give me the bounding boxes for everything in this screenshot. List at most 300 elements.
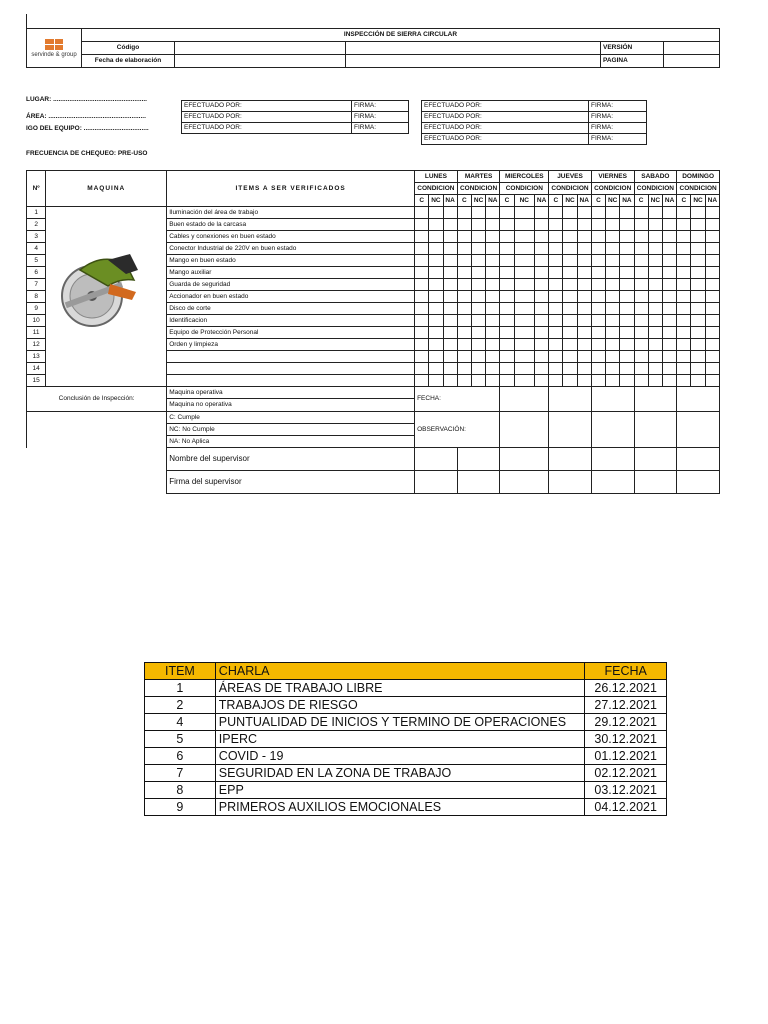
check-cell[interactable] [591,291,605,303]
supervisor-cell[interactable] [677,448,720,471]
supervisor-cell[interactable] [415,448,458,471]
check-cell[interactable] [691,303,705,315]
check-cell[interactable] [606,375,620,387]
check-cell[interactable] [606,303,620,315]
check-cell[interactable] [591,219,605,231]
maquina-operativa-option[interactable]: Maquina operativa [167,387,414,399]
check-cell[interactable] [606,255,620,267]
check-cell[interactable] [563,255,577,267]
check-cell[interactable] [705,219,719,231]
check-cell[interactable] [457,231,471,243]
check-cell[interactable] [577,351,591,363]
check-cell[interactable] [471,207,485,219]
check-cell[interactable] [534,231,548,243]
check-cell[interactable] [691,255,705,267]
check-cell[interactable] [415,339,429,351]
check-cell[interactable] [606,339,620,351]
check-cell[interactable] [606,315,620,327]
check-cell[interactable] [705,327,719,339]
check-cell[interactable] [471,279,485,291]
check-cell[interactable] [471,339,485,351]
check-cell[interactable] [443,279,457,291]
check-cell[interactable] [563,279,577,291]
check-cell[interactable] [429,231,443,243]
check-cell[interactable] [662,255,676,267]
supervisor-cell[interactable] [591,471,634,494]
check-cell[interactable] [620,351,634,363]
check-cell[interactable] [705,339,719,351]
check-cell[interactable] [634,231,648,243]
check-cell[interactable] [606,279,620,291]
check-cell[interactable] [620,219,634,231]
check-cell[interactable] [662,315,676,327]
check-cell[interactable] [591,303,605,315]
check-cell[interactable] [549,231,563,243]
check-cell[interactable] [534,315,548,327]
check-cell[interactable] [677,327,691,339]
check-cell[interactable] [577,363,591,375]
check-cell[interactable] [662,375,676,387]
check-cell[interactable] [691,231,705,243]
check-cell[interactable] [691,243,705,255]
check-cell[interactable] [677,291,691,303]
check-cell[interactable] [577,207,591,219]
check-cell[interactable] [471,315,485,327]
check-cell[interactable] [549,291,563,303]
check-cell[interactable] [563,231,577,243]
check-cell[interactable] [514,279,534,291]
check-cell[interactable] [534,375,548,387]
check-cell[interactable] [500,231,514,243]
codigo-value[interactable] [175,42,346,55]
check-cell[interactable] [591,375,605,387]
check-cell[interactable] [705,255,719,267]
check-cell[interactable] [634,243,648,255]
check-cell[interactable] [415,255,429,267]
check-cell[interactable] [648,303,662,315]
check-cell[interactable] [591,363,605,375]
check-cell[interactable] [591,339,605,351]
check-cell[interactable] [591,207,605,219]
check-cell[interactable] [500,243,514,255]
check-cell[interactable] [486,243,500,255]
check-cell[interactable] [620,207,634,219]
check-cell[interactable] [662,327,676,339]
check-cell[interactable] [486,327,500,339]
check-cell[interactable] [534,351,548,363]
check-cell[interactable] [486,207,500,219]
check-cell[interactable] [563,375,577,387]
check-cell[interactable] [705,315,719,327]
check-cell[interactable] [648,351,662,363]
check-cell[interactable] [534,303,548,315]
supervisor-cell[interactable] [500,448,549,471]
check-cell[interactable] [471,303,485,315]
check-cell[interactable] [577,303,591,315]
observacion-cell[interactable] [549,412,592,448]
check-cell[interactable] [514,291,534,303]
check-cell[interactable] [577,375,591,387]
check-cell[interactable] [705,351,719,363]
check-cell[interactable] [500,255,514,267]
check-cell[interactable] [563,291,577,303]
check-cell[interactable] [662,339,676,351]
check-cell[interactable] [429,315,443,327]
check-cell[interactable] [443,255,457,267]
check-cell[interactable] [549,279,563,291]
check-cell[interactable] [457,339,471,351]
version-value[interactable] [664,42,720,54]
check-cell[interactable] [514,339,534,351]
check-cell[interactable] [677,219,691,231]
check-cell[interactable] [514,327,534,339]
check-cell[interactable] [549,363,563,375]
check-cell[interactable] [648,219,662,231]
check-cell[interactable] [563,207,577,219]
check-cell[interactable] [677,267,691,279]
check-cell[interactable] [591,243,605,255]
check-cell[interactable] [563,339,577,351]
check-cell[interactable] [677,339,691,351]
check-cell[interactable] [563,327,577,339]
check-cell[interactable] [577,267,591,279]
check-cell[interactable] [415,363,429,375]
check-cell[interactable] [471,375,485,387]
fecha-cell[interactable] [677,387,720,412]
check-cell[interactable] [471,363,485,375]
check-cell[interactable] [457,363,471,375]
supervisor-cell[interactable] [415,471,458,494]
check-cell[interactable] [500,207,514,219]
check-cell[interactable] [429,339,443,351]
check-cell[interactable] [634,255,648,267]
check-cell[interactable] [514,267,534,279]
check-cell[interactable] [634,315,648,327]
supervisor-cell[interactable] [677,471,720,494]
check-cell[interactable] [648,327,662,339]
check-cell[interactable] [429,267,443,279]
check-cell[interactable] [415,327,429,339]
check-cell[interactable] [534,207,548,219]
check-cell[interactable] [534,327,548,339]
check-cell[interactable] [486,231,500,243]
check-cell[interactable] [705,375,719,387]
check-cell[interactable] [486,267,500,279]
check-cell[interactable] [577,243,591,255]
check-cell[interactable] [429,255,443,267]
check-cell[interactable] [606,219,620,231]
check-cell[interactable] [443,339,457,351]
check-cell[interactable] [648,375,662,387]
check-cell[interactable] [415,303,429,315]
check-cell[interactable] [534,267,548,279]
supervisor-cell[interactable] [457,448,500,471]
check-cell[interactable] [662,207,676,219]
check-cell[interactable] [620,303,634,315]
check-cell[interactable] [677,243,691,255]
check-cell[interactable] [500,363,514,375]
check-cell[interactable] [514,243,534,255]
check-cell[interactable] [677,375,691,387]
check-cell[interactable] [429,327,443,339]
check-cell[interactable] [534,291,548,303]
check-cell[interactable] [549,207,563,219]
check-cell[interactable] [620,291,634,303]
check-cell[interactable] [677,207,691,219]
check-cell[interactable] [443,243,457,255]
check-cell[interactable] [486,303,500,315]
check-cell[interactable] [514,315,534,327]
check-cell[interactable] [443,207,457,219]
check-cell[interactable] [691,291,705,303]
check-cell[interactable] [606,267,620,279]
check-cell[interactable] [577,339,591,351]
check-cell[interactable] [634,303,648,315]
check-cell[interactable] [648,207,662,219]
check-cell[interactable] [471,291,485,303]
fecha-cell[interactable] [634,387,677,412]
supervisor-cell[interactable] [591,448,634,471]
check-cell[interactable] [500,219,514,231]
check-cell[interactable] [514,303,534,315]
check-cell[interactable] [620,375,634,387]
supervisor-cell[interactable] [634,448,677,471]
check-cell[interactable] [457,315,471,327]
check-cell[interactable] [662,243,676,255]
check-cell[interactable] [648,291,662,303]
codigo-equipo-field[interactable]: IGO DEL EQUIPO: .................................... [26,125,149,132]
fecha-cell[interactable] [591,387,634,412]
check-cell[interactable] [457,267,471,279]
check-cell[interactable] [691,207,705,219]
check-cell[interactable] [415,243,429,255]
check-cell[interactable] [620,267,634,279]
check-cell[interactable] [415,375,429,387]
check-cell[interactable] [591,255,605,267]
check-cell[interactable] [415,351,429,363]
check-cell[interactable] [443,291,457,303]
check-cell[interactable] [677,315,691,327]
check-cell[interactable] [705,303,719,315]
check-cell[interactable] [457,351,471,363]
check-cell[interactable] [549,327,563,339]
check-cell[interactable] [662,291,676,303]
check-cell[interactable] [415,315,429,327]
check-cell[interactable] [457,243,471,255]
check-cell[interactable] [415,279,429,291]
check-cell[interactable] [705,291,719,303]
supervisor-cell[interactable] [549,471,592,494]
check-cell[interactable] [500,339,514,351]
check-cell[interactable] [534,279,548,291]
check-cell[interactable] [662,363,676,375]
check-cell[interactable] [577,315,591,327]
check-cell[interactable] [500,375,514,387]
check-cell[interactable] [691,375,705,387]
check-cell[interactable] [606,363,620,375]
check-cell[interactable] [705,363,719,375]
maquina-no-operativa-option[interactable]: Maquina no operativa [169,400,232,408]
check-cell[interactable] [514,375,534,387]
check-cell[interactable] [691,219,705,231]
check-cell[interactable] [563,219,577,231]
check-cell[interactable] [443,315,457,327]
check-cell[interactable] [591,327,605,339]
check-cell[interactable] [620,243,634,255]
check-cell[interactable] [677,255,691,267]
check-cell[interactable] [634,267,648,279]
fecha-cell[interactable] [549,387,592,412]
lugar-field[interactable]: LUGAR: .................................................... [26,96,147,103]
check-cell[interactable] [514,219,534,231]
check-cell[interactable] [457,255,471,267]
check-cell[interactable] [620,327,634,339]
check-cell[interactable] [662,219,676,231]
check-cell[interactable] [591,279,605,291]
check-cell[interactable] [634,339,648,351]
check-cell[interactable] [549,255,563,267]
check-cell[interactable] [563,363,577,375]
check-cell[interactable] [634,207,648,219]
check-cell[interactable] [577,327,591,339]
check-cell[interactable] [486,375,500,387]
check-cell[interactable] [471,243,485,255]
check-cell[interactable] [648,363,662,375]
check-cell[interactable] [634,327,648,339]
check-cell[interactable] [577,255,591,267]
check-cell[interactable] [677,231,691,243]
check-cell[interactable] [563,351,577,363]
check-cell[interactable] [534,339,548,351]
check-cell[interactable] [662,279,676,291]
check-cell[interactable] [486,315,500,327]
check-cell[interactable] [443,351,457,363]
observacion-cell[interactable] [677,412,720,448]
check-cell[interactable] [471,219,485,231]
check-cell[interactable] [691,267,705,279]
check-cell[interactable] [486,291,500,303]
check-cell[interactable] [443,231,457,243]
check-cell[interactable] [415,267,429,279]
check-cell[interactable] [677,279,691,291]
check-cell[interactable] [486,219,500,231]
check-cell[interactable] [457,375,471,387]
check-cell[interactable] [662,231,676,243]
observacion-cell[interactable] [634,412,677,448]
check-cell[interactable] [577,231,591,243]
check-cell[interactable] [549,375,563,387]
check-cell[interactable] [662,303,676,315]
fecha-elaboracion-value[interactable] [175,55,346,68]
check-cell[interactable] [549,303,563,315]
check-cell[interactable] [500,291,514,303]
check-cell[interactable] [429,351,443,363]
check-cell[interactable] [691,363,705,375]
check-cell[interactable] [705,231,719,243]
check-cell[interactable] [705,243,719,255]
check-cell[interactable] [606,243,620,255]
check-cell[interactable] [648,231,662,243]
check-cell[interactable] [606,291,620,303]
check-cell[interactable] [457,327,471,339]
check-cell[interactable] [443,363,457,375]
check-cell[interactable] [648,243,662,255]
check-cell[interactable] [705,267,719,279]
check-cell[interactable] [443,303,457,315]
check-cell[interactable] [648,255,662,267]
supervisor-cell[interactable] [457,471,500,494]
check-cell[interactable] [591,315,605,327]
check-cell[interactable] [677,303,691,315]
check-cell[interactable] [457,303,471,315]
check-cell[interactable] [486,255,500,267]
check-cell[interactable] [591,351,605,363]
check-cell[interactable] [457,219,471,231]
check-cell[interactable] [634,351,648,363]
check-cell[interactable] [591,231,605,243]
check-cell[interactable] [471,231,485,243]
check-cell[interactable] [577,291,591,303]
check-cell[interactable] [514,363,534,375]
check-cell[interactable] [620,339,634,351]
check-cell[interactable] [691,339,705,351]
check-cell[interactable] [606,207,620,219]
check-cell[interactable] [486,279,500,291]
check-cell[interactable] [500,279,514,291]
check-cell[interactable] [606,327,620,339]
check-cell[interactable] [443,219,457,231]
check-cell[interactable] [415,231,429,243]
check-cell[interactable] [486,363,500,375]
check-cell[interactable] [471,255,485,267]
check-cell[interactable] [634,375,648,387]
observacion-cell[interactable] [591,412,634,448]
check-cell[interactable] [677,363,691,375]
check-cell[interactable] [429,363,443,375]
check-cell[interactable] [691,315,705,327]
check-cell[interactable] [443,267,457,279]
check-cell[interactable] [577,279,591,291]
check-cell[interactable] [648,279,662,291]
check-cell[interactable] [606,231,620,243]
check-cell[interactable] [620,279,634,291]
check-cell[interactable] [549,219,563,231]
supervisor-cell[interactable] [549,448,592,471]
check-cell[interactable] [549,315,563,327]
check-cell[interactable] [500,327,514,339]
check-cell[interactable] [634,279,648,291]
check-cell[interactable] [500,303,514,315]
supervisor-cell[interactable] [634,471,677,494]
check-cell[interactable] [563,267,577,279]
check-cell[interactable] [500,315,514,327]
check-cell[interactable] [429,303,443,315]
supervisor-cell[interactable] [500,471,549,494]
check-cell[interactable] [620,315,634,327]
check-cell[interactable] [500,351,514,363]
check-cell[interactable] [471,267,485,279]
check-cell[interactable] [634,219,648,231]
check-cell[interactable] [534,219,548,231]
check-cell[interactable] [549,339,563,351]
check-cell[interactable] [415,219,429,231]
check-cell[interactable] [662,267,676,279]
check-cell[interactable] [486,351,500,363]
check-cell[interactable] [591,267,605,279]
check-cell[interactable] [429,291,443,303]
check-cell[interactable] [429,243,443,255]
check-cell[interactable] [549,243,563,255]
